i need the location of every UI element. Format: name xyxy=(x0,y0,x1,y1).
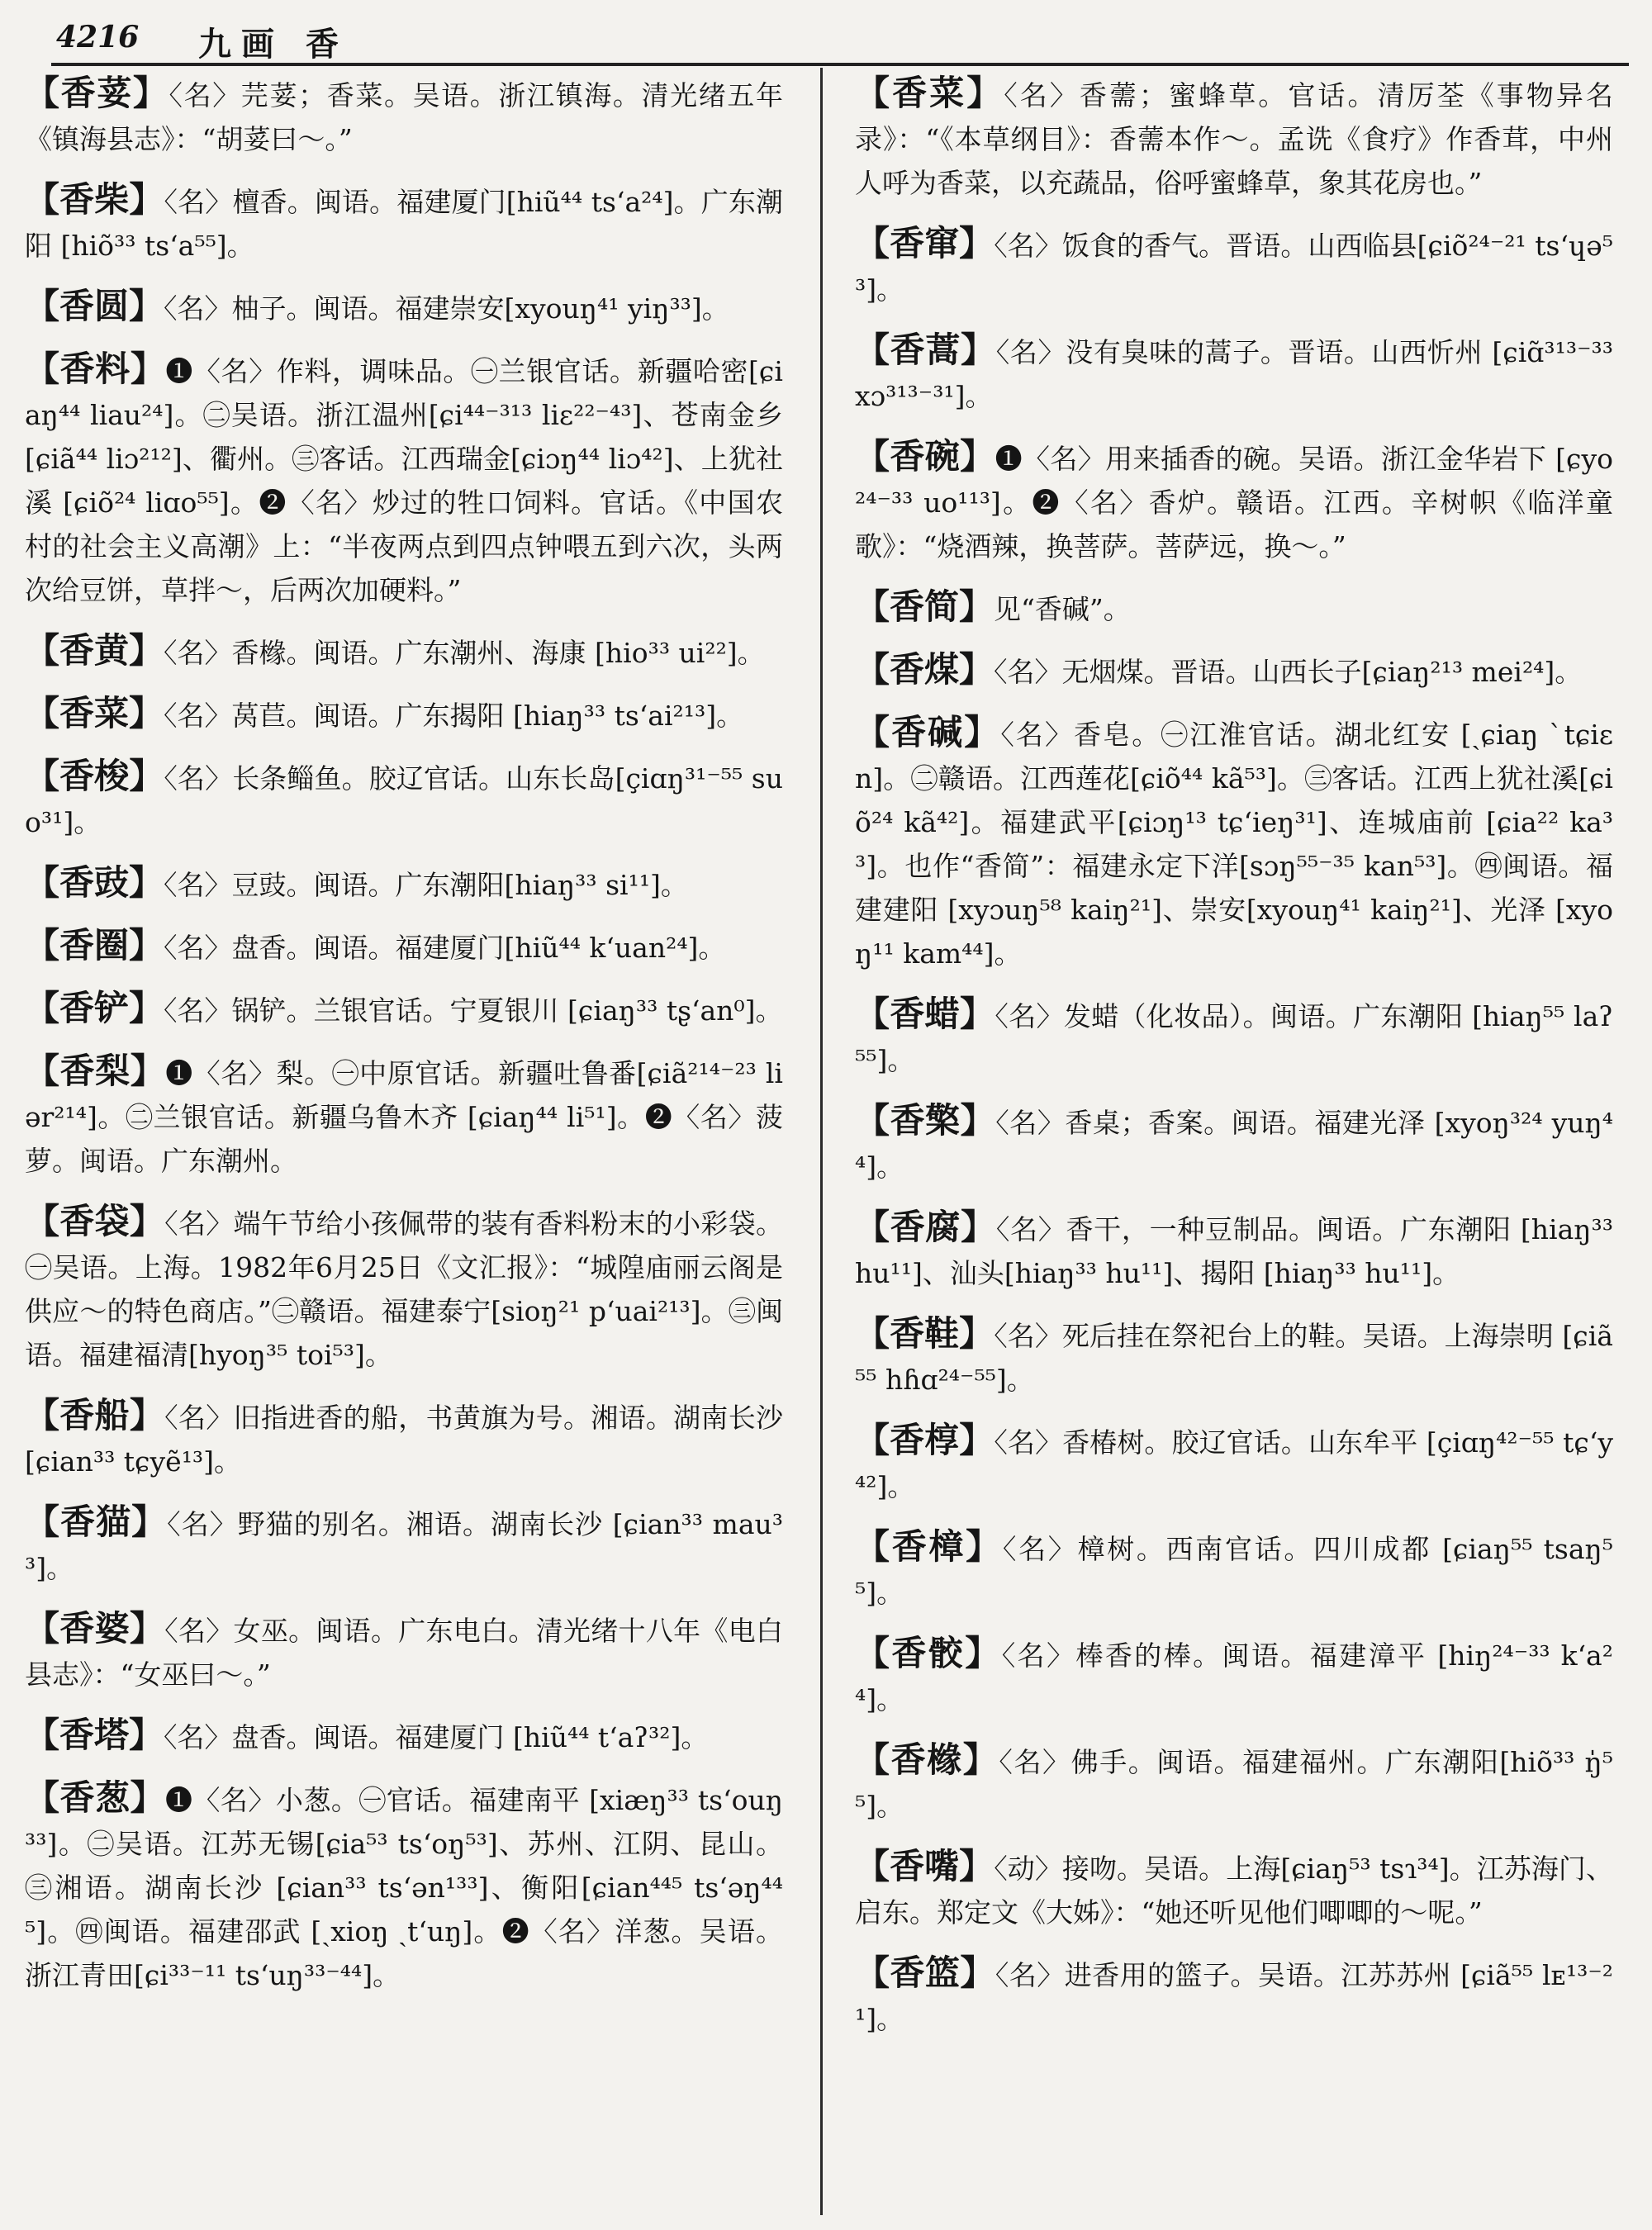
bracket-open: 【 xyxy=(25,862,60,903)
dictionary-entry xyxy=(855,1098,1613,1189)
dictionary-entry xyxy=(25,178,783,268)
dictionary-entry xyxy=(25,754,783,844)
bracket-close: 】 xyxy=(961,330,996,370)
entry-headword: 香梨 xyxy=(59,1051,131,1091)
bracket-close: 】 xyxy=(960,1100,996,1141)
bracket-close: 】 xyxy=(960,1952,995,1993)
dictionary-entry xyxy=(25,284,783,330)
entry-headword: 香圈 xyxy=(59,925,130,966)
bracket-open: 【 xyxy=(855,1739,891,1780)
entry-headword: 香樟 xyxy=(891,1526,966,1567)
entry-definition: 〈名〉莴苣。闽语。广东揭阳 [hiaŋ³³ ts‘ai²¹³]。 xyxy=(164,700,744,732)
bracket-open: 【 xyxy=(25,1051,60,1091)
dictionary-entry xyxy=(855,1205,1613,1295)
entry-headword: 香窜 xyxy=(890,223,960,263)
entry-definition: 〈名〉端午节给小孩佩带的装有香料粉末的小彩袋。㊀吴语。上海。1982年6月25日《文汇报》：“城隍庙丽云阁是供应～的特色商店。”㊁赣语。福建泰宁[sioŋ²¹ p‘uai²¹³]。㊂闽语。福建福清[hyoŋ³⁵ toi⁵³]。 xyxy=(25,1208,783,1371)
bracket-close: 】 xyxy=(959,1420,995,1460)
entry-definition: 〈名〉香干，一种豆制品。闽语。广东潮阳 [hiaŋ³³ hu¹¹]、汕头[hiaŋ³³ hu¹¹]、揭阳 [hiaŋ³³ hu¹¹]。 xyxy=(855,1213,1613,1289)
entry-headword: 香船 xyxy=(59,1395,130,1435)
dictionary-entry xyxy=(25,1500,783,1590)
bracket-close: 】 xyxy=(960,994,995,1034)
entry-definition: 〈名〉香橼。闽语。广东潮州、海康 [hio³³ ui²²]。 xyxy=(164,637,765,669)
bracket-open: 【 xyxy=(25,1502,61,1542)
entry-headword: 香蒿 xyxy=(890,330,961,370)
bracket-open: 【 xyxy=(25,1608,60,1649)
entry-headword: 香袋 xyxy=(59,1201,130,1241)
dictionary-entry xyxy=(855,1738,1613,1828)
column-divider xyxy=(820,68,823,2215)
dictionary-entry xyxy=(855,434,1613,568)
entry-headword: 香蜡 xyxy=(890,994,961,1034)
entry-headword: 香碱 xyxy=(891,712,965,752)
dictionary-entry xyxy=(855,1525,1613,1615)
dictionary-entry xyxy=(855,221,1613,311)
entry-headword: 香葱 xyxy=(59,1777,131,1818)
entry-headword: 香豉 xyxy=(59,862,130,903)
bracket-open: 【 xyxy=(25,1715,60,1755)
bracket-close: 】 xyxy=(959,586,995,627)
entry-definition: 〈名〉棒香的棒。闽语。福建漳平 [hiŋ²⁴⁻³³ k‘a²⁴]。 xyxy=(855,1639,1613,1715)
bracket-open: 【 xyxy=(855,1313,890,1354)
entry-headword: 香煤 xyxy=(890,649,960,690)
bracket-close: 】 xyxy=(129,1395,165,1435)
bracket-close: 】 xyxy=(132,73,169,113)
bracket-open: 【 xyxy=(25,1395,60,1435)
entry-headword: 香嘴 xyxy=(890,1846,960,1886)
bracket-close: 】 xyxy=(129,988,164,1028)
dictionary-entry xyxy=(25,1713,783,1759)
bracket-close: 】 xyxy=(129,1715,164,1755)
bracket-open: 【 xyxy=(25,630,60,671)
bracket-close: 】 xyxy=(959,1846,995,1886)
entry-headword: 香柴 xyxy=(59,179,130,220)
entry-definition: 〈名〉佛手。闽语。福建福州。广东潮阳[hiõ³³ ŋ̍⁵⁵]。 xyxy=(855,1746,1613,1822)
bracket-open: 【 xyxy=(25,1201,60,1241)
bracket-open: 【 xyxy=(855,1100,890,1141)
bracket-close: 】 xyxy=(129,693,164,733)
entry-definition: 〈名〉饭食的香气。晋语。山西临县[ɕiõ²⁴⁻²¹ ts‘ɥə⁵³]。 xyxy=(855,230,1613,306)
dictionary-entry xyxy=(855,648,1613,694)
entry-headword: 香椁 xyxy=(890,1420,960,1460)
bracket-close: 】 xyxy=(129,630,164,671)
bracket-open: 【 xyxy=(25,756,60,796)
dictionary-entry xyxy=(855,1844,1613,1934)
entry-definition: 〈名〉香薷；蜜蜂草。官话。清厉荃《事物异名录》：“《本草纲目》：香薷本作～。孟诜《食疗》作香茸，中州人呼为香菜，以充蔬品，俗呼蜜蜂草，象其花房也。” xyxy=(855,79,1613,199)
bracket-close: 】 xyxy=(959,649,995,690)
bracket-open: 【 xyxy=(855,649,890,690)
dictionary-entry xyxy=(855,1951,1613,2041)
dictionary-entry xyxy=(855,585,1613,631)
entry-headword: 香简 xyxy=(890,586,960,627)
bracket-close: 】 xyxy=(961,1207,996,1247)
dictionary-entry xyxy=(25,1393,783,1483)
dictionary-entry xyxy=(855,1631,1613,1721)
page-number: 4216 xyxy=(56,20,140,55)
bracket-close: 】 xyxy=(129,756,164,796)
dictionary-entry xyxy=(25,1606,783,1696)
bracket-close: 】 xyxy=(964,712,1001,752)
entry-definition: ❶〈名〉小葱。㊀官话。福建南平 [xiæŋ³³ ts‘ouŋ³³]。㊁吴语。江苏无锡[ɕia⁵³ ts‘oŋ⁵³]、苏州、江阴、昆山。㊂湘语。湖南长沙 [ɕian³³ ts‘ən¹³³]、衡阳[ɕian⁴⁴⁵ ts‘əŋ⁴⁴⁵]。㊃闽语。福建邵武 [ˏxioŋ ˏt‘uŋ]。❷〈名〉洋葱。吴语。浙江青田[ɕi³³⁻¹¹ ts‘uŋ³³⁻⁴⁴]。 xyxy=(25,1784,783,1991)
entry-headword: 香塔 xyxy=(59,1715,130,1755)
bracket-close: 】 xyxy=(959,223,995,263)
entry-definition: 〈名〉无烟煤。晋语。山西长子[ɕiaŋ²¹³ mei²⁴]。 xyxy=(994,656,1583,688)
bracket-open: 【 xyxy=(855,586,890,627)
entry-headword: 香猫 xyxy=(60,1502,132,1542)
entry-definition: 见“香碱”。 xyxy=(994,593,1131,625)
bracket-close: 】 xyxy=(130,1777,165,1818)
right-column xyxy=(855,71,1613,2218)
dictionary-entry xyxy=(855,1312,1613,1402)
bracket-open: 【 xyxy=(25,73,61,113)
bracket-close: 】 xyxy=(129,286,164,326)
bracket-open: 【 xyxy=(855,1633,892,1673)
bracket-open: 【 xyxy=(855,1846,890,1886)
dictionary-entry xyxy=(855,328,1613,418)
entry-definition: 〈名〉樟树。西南官话。四川成都 [ɕiaŋ⁵⁵ tsaŋ⁵⁵]。 xyxy=(855,1533,1613,1609)
entry-definition: 〈名〉发蜡（化妆品）。闽语。广东潮阳 [hiaŋ⁵⁵ laʔ⁵⁵]。 xyxy=(855,1000,1613,1076)
bracket-close: 】 xyxy=(129,862,164,903)
entry-definition: 〈名〉香桌；香案。闽语。福建光泽 [xyoŋ³²⁴ yuŋ⁴⁴]。 xyxy=(855,1107,1613,1183)
entry-headword: 香荽 xyxy=(60,73,133,113)
dictionary-entry xyxy=(25,923,783,970)
dictionary-entry xyxy=(25,691,783,738)
bracket-open: 【 xyxy=(855,330,890,370)
entry-headword: 香骹 xyxy=(891,1633,966,1673)
entry-definition: 〈名〉进香用的篮子。吴语。江苏苏州 [ɕiã⁵⁵ lᴇ¹³⁻²¹]。 xyxy=(855,1959,1613,2035)
entry-definition: 〈名〉豆豉。闽语。广东潮阳[hiaŋ³³ si¹¹]。 xyxy=(164,869,688,901)
bracket-close: 】 xyxy=(131,1502,168,1542)
bracket-open: 【 xyxy=(855,223,890,263)
bracket-open: 【 xyxy=(855,73,893,113)
entry-headword: 香铲 xyxy=(59,988,130,1028)
entry-headword: 香菜 xyxy=(59,693,130,733)
bracket-open: 【 xyxy=(25,1777,60,1818)
entry-headword: 香梭 xyxy=(59,756,130,796)
entry-definition: 〈动〉接吻。吴语。上海[ɕiaŋ⁵³ tsɿ³⁴]。江苏海门、启东。郑定文《大姊》：“她还听见他们唧唧的～呢。” xyxy=(855,1853,1613,1929)
entry-headword: 香橼 xyxy=(890,1739,963,1780)
bracket-open: 【 xyxy=(855,712,892,752)
dictionary-entry xyxy=(25,986,783,1032)
dictionary-entry xyxy=(25,861,783,907)
entry-definition: 〈名〉死后挂在祭祀台上的鞋。吴语。上海崇明 [ɕiã⁵⁵ hɦɑ²⁴⁻⁵⁵]。 xyxy=(855,1320,1613,1396)
bracket-close: 】 xyxy=(965,1633,1002,1673)
dictionary-entry xyxy=(855,1418,1613,1508)
bracket-open: 【 xyxy=(25,286,60,326)
bracket-open: 【 xyxy=(855,994,890,1034)
entry-definition: 〈名〉锅铲。兰银官话。宁夏银川 [ɕiaŋ³³ tʂ‘an⁰]。 xyxy=(164,994,783,1027)
entry-headword: 香菜 xyxy=(892,73,967,113)
bracket-open: 【 xyxy=(25,925,60,966)
entry-definition: 〈名〉柚子。闽语。福建崇安[xyouŋ⁴¹ yiŋ³³]。 xyxy=(164,292,729,325)
bracket-close: 】 xyxy=(966,1526,1003,1567)
bracket-open: 【 xyxy=(855,436,890,477)
entry-headword: 香鞋 xyxy=(890,1313,960,1354)
bracket-open: 【 xyxy=(855,1526,892,1567)
dictionary-entry xyxy=(25,629,783,675)
entry-headword: 香碗 xyxy=(890,436,961,477)
bracket-close: 】 xyxy=(129,179,164,220)
entry-headword: 香腐 xyxy=(890,1207,961,1247)
entry-headword: 香黄 xyxy=(59,630,130,671)
bracket-close: 】 xyxy=(962,1739,999,1780)
bracket-open: 【 xyxy=(25,349,60,389)
entry-definition: 〈名〉没有臭味的蒿子。晋语。山西忻州 [ɕiɑ̃³¹³⁻³³ xɔ³¹³⁻³¹]。 xyxy=(855,336,1613,412)
entry-definition: 〈名〉香皂。㊀江淮官话。湖北红安 [ˏɕiaŋ ˋtɕiɛn]。㊁赣语。江西莲花[ɕiõ⁴⁴ kã⁵³]。㊂客话。江西上犹社溪[ɕiõ²⁴ kã⁴²]。福建武平[ɕiɔŋ¹³ tɕ‘ieŋ³¹]、连城庙前 [ɕia²² ka³³]。也作“香简”：福建永定下洋[sɔŋ⁵⁵⁻³⁵ kan⁵³]。㊃闽语。福建建阳 [xyɔuŋ⁵⁸ kaiŋ²¹]、崇安[xyouŋ⁴¹ kaiŋ²¹]、光泽 [xyoŋ¹¹ kam⁴⁴]。 xyxy=(855,719,1613,970)
entry-headword: 香檠 xyxy=(890,1100,961,1141)
bracket-open: 【 xyxy=(855,1207,890,1247)
dictionary-entry xyxy=(25,1199,783,1377)
dictionary-entry xyxy=(25,71,783,161)
dictionary-entry xyxy=(25,1049,783,1183)
entry-definition: 〈名〉长条鲻鱼。胶辽官话。山东长岛[çiɑŋ³¹⁻⁵⁵ suo³¹]。 xyxy=(25,762,783,838)
dictionary-entry xyxy=(25,347,783,612)
entry-headword: 香圆 xyxy=(59,286,130,326)
left-column xyxy=(25,71,783,2218)
entry-definition: ❶〈名〉用来插香的碗。吴语。浙江金华岩下 [ɕyo²⁴⁻³³ uo¹¹³]。❷〈名〉香炉。赣语。江西。辛树帜《临洋童歌》：“烧酒辣，换菩萨。菩萨远，换～。” xyxy=(855,443,1613,562)
entry-definition: 〈名〉旧指进香的船，书黄旗为号。湘语。湖南长沙 [ɕian³³ tɕyẽ¹³]。 xyxy=(25,1402,783,1478)
bracket-open: 【 xyxy=(25,693,60,733)
dictionary-entry xyxy=(855,71,1613,205)
bracket-close: 】 xyxy=(960,436,995,477)
entry-headword: 香篮 xyxy=(890,1952,961,1993)
bracket-close: 】 xyxy=(129,925,164,966)
section-title: 九画 香 xyxy=(198,25,349,64)
dictionary-entry xyxy=(855,710,1613,975)
bracket-open: 【 xyxy=(855,1952,890,1993)
entry-headword: 香料 xyxy=(59,349,131,389)
page-header xyxy=(51,12,1629,66)
entry-definition: 〈名〉野猫的别名。湘语。湖南长沙 [ɕian³³ mau³³]。 xyxy=(25,1508,783,1584)
entry-headword: 香婆 xyxy=(59,1608,130,1649)
bracket-open: 【 xyxy=(25,988,60,1028)
entry-definition: 〈名〉芫荽；香菜。吴语。浙江镇海。清光绪五年《镇海县志》：“胡荽曰～。” xyxy=(25,79,783,155)
dictionary-entry xyxy=(855,992,1613,1082)
entry-definition: 〈名〉盘香。闽语。福建厦门[hiũ⁴⁴ k‘uan²⁴]。 xyxy=(164,932,726,964)
bracket-close: 】 xyxy=(130,1051,166,1091)
entry-definition: 〈名〉檀香。闽语。福建厦门[hiũ⁴⁴ ts‘a²⁴]。广东潮阳 [hiõ³³ ts‘a⁵⁵]。 xyxy=(25,186,783,262)
bracket-close: 】 xyxy=(130,349,166,389)
entry-definition: 〈名〉盘香。闽语。福建厦门 [hiũ⁴⁴ t‘aʔ³²]。 xyxy=(164,1721,709,1753)
bracket-close: 】 xyxy=(129,1201,165,1241)
bracket-close: 】 xyxy=(959,1313,995,1354)
bracket-close: 】 xyxy=(966,73,1004,113)
entry-definition: ❶〈名〉梨。㊀中原官话。新疆吐鲁番[ɕiã²¹⁴⁻²³ liər²¹⁴]。㊁兰银官话。新疆乌鲁木齐 [ɕiaŋ⁴⁴ li⁵¹]。❷〈名〉菠萝。闽语。广东潮州。 xyxy=(25,1057,783,1177)
dictionary-entry xyxy=(25,1776,783,1997)
entry-definition: 〈名〉香椿树。胶辽官话。山东牟平 [çiɑŋ⁴²⁻⁵⁵ tɕ‘y⁴²]。 xyxy=(855,1426,1613,1502)
entry-definition: ❶〈名〉作料，调味品。㊀兰银官话。新疆哈密[ɕiaŋ⁴⁴ liau²⁴]。㊁吴语。浙江温州[ɕi⁴⁴⁻³¹³ liɛ²²⁻⁴³]、苍南金乡 [ɕiã⁴⁴ liɔ²¹²]、衢州。㊂客话。江西瑞金[ɕiɔŋ⁴⁴ liɔ⁴²]、上犹社溪 [ɕiõ²⁴ liɑo⁵⁵]。❷〈名〉炒过的牲口饲料。官话。《中国农村的社会主义高潮》上：“半夜两点到四点钟喂五到六次，头两次给豆饼，草拌～，后两次加硬料。” xyxy=(25,355,783,606)
bracket-close: 】 xyxy=(129,1608,165,1649)
bracket-open: 【 xyxy=(25,179,60,220)
entry-definition: 〈名〉女巫。闽语。广东电白。清光绪十八年《电白县志》：“女巫曰～。” xyxy=(25,1615,783,1691)
bracket-open: 【 xyxy=(855,1420,890,1460)
